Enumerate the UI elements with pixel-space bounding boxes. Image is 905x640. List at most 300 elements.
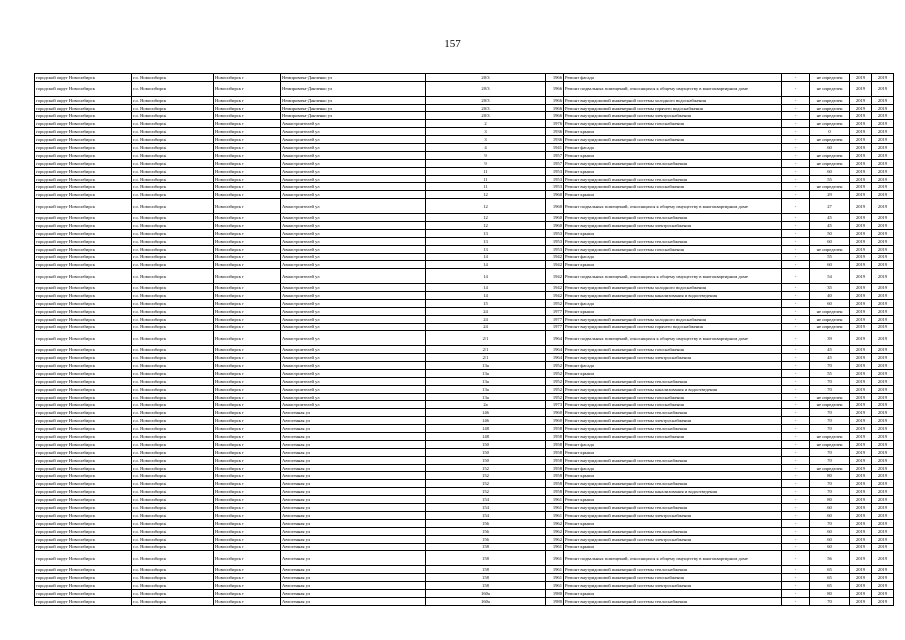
cell-plan-start: 2019	[850, 183, 872, 191]
cell-plan-end: 2019	[872, 151, 894, 159]
cell-municipality: г.о. Новосибирск	[132, 385, 214, 393]
cell-value: 70	[810, 456, 850, 464]
cell-work-type: Ремонт крыши	[564, 369, 782, 377]
cell-city: Новосибирск г	[214, 167, 281, 175]
table-row	[35, 566, 894, 574]
table-row	[35, 496, 894, 504]
cell-plan-start: 2019	[850, 245, 872, 253]
cell-plan-start: 2019	[850, 543, 872, 551]
cell-house: 156	[426, 527, 546, 535]
cell-year: 1958	[546, 480, 564, 488]
cell-value: 70	[810, 417, 850, 425]
cell-work-type: Ремонт внутридомовой инженерной системы газоснабжения	[564, 401, 782, 409]
table-row	[35, 299, 894, 307]
cell-dash: -	[782, 440, 810, 448]
cell-city: Новосибирск г	[214, 144, 281, 152]
cell-house: 20/3	[426, 104, 546, 112]
cell-municipality: г.о. Новосибирск	[132, 183, 214, 191]
cell-city: Новосибирск г	[214, 401, 281, 409]
cell-year: 1960	[546, 214, 564, 222]
cell-district: городской округ Новосибирск	[35, 74, 132, 82]
cell-value: 35	[810, 284, 850, 292]
cell-plan-start: 2019	[850, 136, 872, 144]
cell-district: городской округ Новосибирск	[35, 331, 132, 346]
cell-dash: -	[782, 112, 810, 120]
table-row	[35, 112, 894, 120]
cell-municipality: г.о. Новосибирск	[132, 433, 214, 441]
cell-street: Автогенная ул	[281, 597, 426, 605]
cell-street: Авиастроителей ул	[281, 261, 426, 269]
cell-year: 1962	[546, 535, 564, 543]
cell-street: Авиастроителей ул	[281, 369, 426, 377]
table-body	[35, 74, 894, 606]
cell-plan-start: 2019	[850, 496, 872, 504]
cell-value: 60	[810, 144, 850, 152]
cell-dash: -	[782, 299, 810, 307]
cell-plan-start: 2019	[850, 385, 872, 393]
cell-municipality: г.о. Новосибирск	[132, 159, 214, 167]
cell-street: Автогенная ул	[281, 511, 426, 519]
cell-city: Новосибирск г	[214, 284, 281, 292]
cell-house: 158	[426, 566, 546, 574]
cell-district: городской округ Новосибирск	[35, 346, 132, 354]
cell-city: Новосибирск г	[214, 191, 281, 199]
cell-plan-end: 2019	[872, 299, 894, 307]
table-row	[35, 527, 894, 535]
cell-district: городской округ Новосибирск	[35, 496, 132, 504]
cell-municipality: г.о. Новосибирск	[132, 574, 214, 582]
cell-year: 1966	[546, 104, 564, 112]
cell-city: Новосибирск г	[214, 221, 281, 229]
cell-house: 13	[426, 245, 546, 253]
table-row	[35, 385, 894, 393]
cell-dash: -	[782, 535, 810, 543]
table-row	[35, 221, 894, 229]
cell-year: 1952	[546, 299, 564, 307]
cell-dash: -	[782, 269, 810, 284]
cell-street: Автогенная ул	[281, 551, 426, 566]
cell-municipality: г.о. Новосибирск	[132, 191, 214, 199]
cell-city: Новосибирск г	[214, 425, 281, 433]
cell-city: Новосибирск г	[214, 253, 281, 261]
cell-municipality: г.о. Новосибирск	[132, 112, 214, 120]
cell-plan-start: 2019	[850, 299, 872, 307]
cell-city: Новосибирск г	[214, 299, 281, 307]
table-row	[35, 237, 894, 245]
cell-year: 1961	[546, 581, 564, 589]
cell-house: 20/3	[426, 96, 546, 104]
cell-year: 1953	[546, 183, 564, 191]
table-row	[35, 543, 894, 551]
cell-value: 70	[810, 425, 850, 433]
cell-dash: -	[782, 504, 810, 512]
cell-year: 1957	[546, 159, 564, 167]
cell-dash: -	[782, 120, 810, 128]
cell-year: 1964	[546, 354, 564, 362]
cell-work-type: Ремонт внутридомовой инженерной системы электроснабжения	[564, 417, 782, 425]
cell-plan-start: 2019	[850, 199, 872, 214]
cell-plan-start: 2019	[850, 472, 872, 480]
cell-district: городской округ Новосибирск	[35, 315, 132, 323]
cell-work-type: Ремонт внутридомовой инженерной системы газоснабжения	[564, 346, 782, 354]
table-row	[35, 377, 894, 385]
cell-house: 158	[426, 543, 546, 551]
table-row	[35, 136, 894, 144]
cell-plan-end: 2019	[872, 448, 894, 456]
cell-value: не определен	[810, 245, 850, 253]
cell-district: городской округ Новосибирск	[35, 299, 132, 307]
cell-district: городской округ Новосибирск	[35, 511, 132, 519]
cell-municipality: г.о. Новосибирск	[132, 543, 214, 551]
cell-plan-start: 2019	[850, 393, 872, 401]
cell-house: 146	[426, 409, 546, 417]
cell-work-type: Ремонт внутридомовой инженерной системы газоснабжения	[564, 120, 782, 128]
cell-street: Авиастроителей ул	[281, 144, 426, 152]
cell-street: Авиастроителей ул	[281, 331, 426, 346]
cell-street: Автогенная ул	[281, 589, 426, 597]
cell-municipality: г.о. Новосибирск	[132, 496, 214, 504]
table-row	[35, 589, 894, 597]
cell-dash: -	[782, 74, 810, 82]
cell-year: 1960	[546, 417, 564, 425]
cell-dash: -	[782, 527, 810, 535]
cell-municipality: г.о. Новосибирск	[132, 589, 214, 597]
table-row	[35, 472, 894, 480]
cell-plan-start: 2019	[850, 362, 872, 370]
cell-dash: -	[782, 159, 810, 167]
cell-value: 60	[810, 535, 850, 543]
cell-plan-start: 2019	[850, 409, 872, 417]
cell-year: 1964	[546, 346, 564, 354]
cell-house: 154	[426, 496, 546, 504]
cell-district: городской округ Новосибирск	[35, 472, 132, 480]
cell-street: Автогенная ул	[281, 488, 426, 496]
cell-street: Автогенная ул	[281, 527, 426, 535]
cell-work-type: Ремонт внутридомовой инженерной системы холодного водоснабжения	[564, 96, 782, 104]
cell-district: городской округ Новосибирск	[35, 167, 132, 175]
cell-district: городской округ Новосибирск	[35, 362, 132, 370]
cell-city: Новосибирск г	[214, 433, 281, 441]
cell-value: 70	[810, 362, 850, 370]
cell-city: Новосибирск г	[214, 496, 281, 504]
cell-municipality: г.о. Новосибирск	[132, 331, 214, 346]
cell-street: Авиастроителей ул	[281, 346, 426, 354]
cell-city: Новосибирск г	[214, 199, 281, 214]
cell-year: 1942	[546, 291, 564, 299]
cell-city: Новосибирск г	[214, 120, 281, 128]
cell-house: 160а	[426, 589, 546, 597]
cell-street: Авиастроителей ул	[281, 136, 426, 144]
cell-district: городской округ Новосибирск	[35, 144, 132, 152]
cell-value: 70	[810, 409, 850, 417]
cell-plan-start: 2019	[850, 527, 872, 535]
cell-plan-start: 2019	[850, 261, 872, 269]
cell-plan-start: 2019	[850, 74, 872, 82]
cell-district: городской округ Новосибирск	[35, 527, 132, 535]
cell-value: 55	[810, 253, 850, 261]
table-row	[35, 183, 894, 191]
cell-municipality: г.о. Новосибирск	[132, 504, 214, 512]
cell-dash: -	[782, 229, 810, 237]
cell-value: 70	[810, 519, 850, 527]
cell-dash: -	[782, 237, 810, 245]
cell-year: 1942	[546, 269, 564, 284]
cell-plan-start: 2019	[850, 448, 872, 456]
cell-city: Новосибирск г	[214, 362, 281, 370]
cell-year: 1957	[546, 151, 564, 159]
cell-year: 1961	[546, 574, 564, 582]
table-row	[35, 331, 894, 346]
cell-city: Новосибирск г	[214, 440, 281, 448]
cell-work-type: Ремонт внутридомовой инженерной системы холодного водоснабжения	[564, 284, 782, 292]
table-row	[35, 96, 894, 104]
cell-street: Авиастроителей ул	[281, 291, 426, 299]
cell-street: Авиастроителей ул	[281, 128, 426, 136]
cell-plan-start: 2019	[850, 369, 872, 377]
cell-street: Авиастроителей ул	[281, 362, 426, 370]
cell-district: городской округ Новосибирск	[35, 425, 132, 433]
table-row	[35, 104, 894, 112]
cell-dash: -	[782, 167, 810, 175]
cell-plan-start: 2019	[850, 589, 872, 597]
cell-street: Авиастроителей ул	[281, 377, 426, 385]
cell-house: 2/1	[426, 346, 546, 354]
cell-work-type: Ремонт крыши	[564, 151, 782, 159]
cell-dash: -	[782, 519, 810, 527]
cell-value: не определен	[810, 464, 850, 472]
cell-dash: -	[782, 144, 810, 152]
cell-city: Новосибирск г	[214, 574, 281, 582]
table-row	[35, 74, 894, 82]
cell-street: Авиастроителей ул	[281, 120, 426, 128]
table-row	[35, 307, 894, 315]
cell-plan-end: 2019	[872, 362, 894, 370]
table-row	[35, 535, 894, 543]
cell-street: Немировича-Данченко ул	[281, 104, 426, 112]
cell-year: 1966	[546, 112, 564, 120]
cell-plan-start: 2019	[850, 191, 872, 199]
cell-district: городской округ Новосибирск	[35, 307, 132, 315]
cell-plan-end: 2019	[872, 511, 894, 519]
cell-plan-start: 2019	[850, 519, 872, 527]
cell-municipality: г.о. Новосибирск	[132, 597, 214, 605]
cell-city: Новосибирск г	[214, 519, 281, 527]
cell-value: 65	[810, 581, 850, 589]
cell-plan-start: 2019	[850, 464, 872, 472]
cell-dash: -	[782, 183, 810, 191]
cell-house: 150	[426, 440, 546, 448]
cell-city: Новосибирск г	[214, 261, 281, 269]
cell-plan-start: 2019	[850, 269, 872, 284]
cell-plan-start: 2019	[850, 253, 872, 261]
cell-street: Авиастроителей ул	[281, 385, 426, 393]
cell-dash: -	[782, 597, 810, 605]
cell-street: Автогенная ул	[281, 425, 426, 433]
table-row	[35, 120, 894, 128]
cell-street: Немировича-Данченко ул	[281, 96, 426, 104]
cell-house: 13а	[426, 362, 546, 370]
cell-year: 1936	[546, 128, 564, 136]
cell-dash: -	[782, 385, 810, 393]
cell-plan-end: 2019	[872, 354, 894, 362]
cell-plan-end: 2019	[872, 237, 894, 245]
cell-house: 13а	[426, 393, 546, 401]
table-row	[35, 440, 894, 448]
cell-value: не определен	[810, 74, 850, 82]
cell-district: городской округ Новосибирск	[35, 581, 132, 589]
cell-year: 1960	[546, 409, 564, 417]
page-number: 157	[444, 38, 461, 50]
cell-municipality: г.о. Новосибирск	[132, 291, 214, 299]
cell-district: городской округ Новосибирск	[35, 377, 132, 385]
cell-work-type: Ремонт внутридомовой инженерной системы теплоснабжения	[564, 237, 782, 245]
table-row	[35, 261, 894, 269]
cell-plan-end: 2019	[872, 331, 894, 346]
cell-district: городской округ Новосибирск	[35, 96, 132, 104]
cell-street: Авиастроителей ул	[281, 323, 426, 331]
cell-plan-end: 2019	[872, 261, 894, 269]
cell-plan-start: 2019	[850, 535, 872, 543]
repair-schedule-table	[34, 73, 894, 606]
cell-house: 154	[426, 504, 546, 512]
table-row	[35, 597, 894, 605]
cell-work-type: Ремонт внутридомовой инженерной системы холодного водоснабжения	[564, 315, 782, 323]
cell-work-type: Ремонт внутридомовой инженерной системы теплоснабжения	[564, 214, 782, 222]
cell-municipality: г.о. Новосибирск	[132, 519, 214, 527]
cell-plan-end: 2019	[872, 566, 894, 574]
cell-city: Новосибирск г	[214, 151, 281, 159]
cell-dash: -	[782, 96, 810, 104]
table-row	[35, 456, 894, 464]
cell-house: 2	[426, 120, 546, 128]
cell-plan-start: 2019	[850, 440, 872, 448]
cell-dash: -	[782, 369, 810, 377]
cell-municipality: г.о. Новосибирск	[132, 464, 214, 472]
cell-dash: -	[782, 417, 810, 425]
cell-dash: -	[782, 589, 810, 597]
cell-district: городской округ Новосибирск	[35, 519, 132, 527]
cell-city: Новосибирск г	[214, 597, 281, 605]
cell-year: 1952	[546, 362, 564, 370]
cell-municipality: г.о. Новосибирск	[132, 245, 214, 253]
cell-work-type: Ремонт внутридомовой инженерной системы электроснабжения	[564, 535, 782, 543]
cell-plan-end: 2019	[872, 346, 894, 354]
cell-house: 12	[426, 199, 546, 214]
table-row	[35, 401, 894, 409]
cell-value: не определен	[810, 183, 850, 191]
cell-house: 150	[426, 448, 546, 456]
cell-municipality: г.о. Новосибирск	[132, 581, 214, 589]
cell-street: Автогенная ул	[281, 581, 426, 589]
cell-plan-start: 2019	[850, 551, 872, 566]
cell-dash: -	[782, 199, 810, 214]
cell-street: Автогенная ул	[281, 519, 426, 527]
cell-year: 1953	[546, 167, 564, 175]
cell-house: 13	[426, 237, 546, 245]
cell-dash: -	[782, 315, 810, 323]
cell-year: 1961	[546, 504, 564, 512]
cell-plan-start: 2019	[850, 354, 872, 362]
cell-municipality: г.о. Новосибирск	[132, 551, 214, 566]
cell-house: 24	[426, 323, 546, 331]
cell-municipality: г.о. Новосибирск	[132, 96, 214, 104]
cell-plan-start: 2019	[850, 144, 872, 152]
cell-dash: -	[782, 409, 810, 417]
cell-city: Новосибирск г	[214, 377, 281, 385]
cell-house: 152	[426, 488, 546, 496]
cell-house: 156	[426, 535, 546, 543]
cell-plan-start: 2019	[850, 323, 872, 331]
cell-house: 13а	[426, 369, 546, 377]
cell-plan-start: 2019	[850, 167, 872, 175]
cell-work-type: Ремонт внутридомовой инженерной системы газоснабжения	[564, 245, 782, 253]
cell-municipality: г.о. Новосибирск	[132, 307, 214, 315]
cell-plan-end: 2019	[872, 464, 894, 472]
table-row	[35, 519, 894, 527]
cell-house: 12	[426, 191, 546, 199]
cell-municipality: г.о. Новосибирск	[132, 81, 214, 96]
cell-plan-end: 2019	[872, 581, 894, 589]
cell-district: городской округ Новосибирск	[35, 81, 132, 96]
cell-work-type: Ремонт внутридомовой инженерной системы горячего водоснабжения	[564, 104, 782, 112]
cell-city: Новосибирск г	[214, 417, 281, 425]
table-row	[35, 480, 894, 488]
table-row	[35, 245, 894, 253]
cell-street: Авиастроителей ул	[281, 151, 426, 159]
cell-work-type: Ремонт подвальных помещений, относящихся к общему имуществу в многоквартирном доме	[564, 81, 782, 96]
cell-year: 1953	[546, 237, 564, 245]
cell-value: 55	[810, 175, 850, 183]
cell-plan-start: 2019	[850, 214, 872, 222]
cell-house: 4	[426, 144, 546, 152]
cell-city: Новосибирск г	[214, 229, 281, 237]
cell-house: 148	[426, 433, 546, 441]
cell-year: 1958	[546, 472, 564, 480]
cell-municipality: г.о. Новосибирск	[132, 527, 214, 535]
cell-plan-end: 2019	[872, 191, 894, 199]
cell-municipality: г.о. Новосибирск	[132, 175, 214, 183]
cell-year: 1966	[546, 96, 564, 104]
cell-district: городской округ Новосибирск	[35, 175, 132, 183]
table-row	[35, 291, 894, 299]
cell-work-type: Ремонт крыши	[564, 589, 782, 597]
cell-plan-start: 2019	[850, 456, 872, 464]
cell-plan-end: 2019	[872, 393, 894, 401]
cell-dash: -	[782, 214, 810, 222]
cell-municipality: г.о. Новосибирск	[132, 237, 214, 245]
cell-work-type: Ремонт подвальных помещений, относящихся к общему имуществу в многоквартирном доме	[564, 269, 782, 284]
cell-value: не определен	[810, 433, 850, 441]
cell-plan-end: 2019	[872, 245, 894, 253]
cell-plan-start: 2019	[850, 128, 872, 136]
cell-value: 60	[810, 504, 850, 512]
cell-plan-end: 2019	[872, 574, 894, 582]
cell-dash: -	[782, 331, 810, 346]
cell-house: 154	[426, 511, 546, 519]
cell-work-type: Ремонт внутридомовой инженерной системы теплоснабжения	[564, 409, 782, 417]
cell-dash: -	[782, 496, 810, 504]
cell-dash: -	[782, 128, 810, 136]
cell-municipality: г.о. Новосибирск	[132, 299, 214, 307]
cell-house: 11	[426, 167, 546, 175]
cell-house: 150	[426, 456, 546, 464]
cell-value: 40	[810, 291, 850, 299]
cell-plan-end: 2019	[872, 496, 894, 504]
table-row	[35, 191, 894, 199]
cell-dash: -	[782, 464, 810, 472]
cell-year: 1973	[546, 401, 564, 409]
cell-district: городской округ Новосибирск	[35, 354, 132, 362]
